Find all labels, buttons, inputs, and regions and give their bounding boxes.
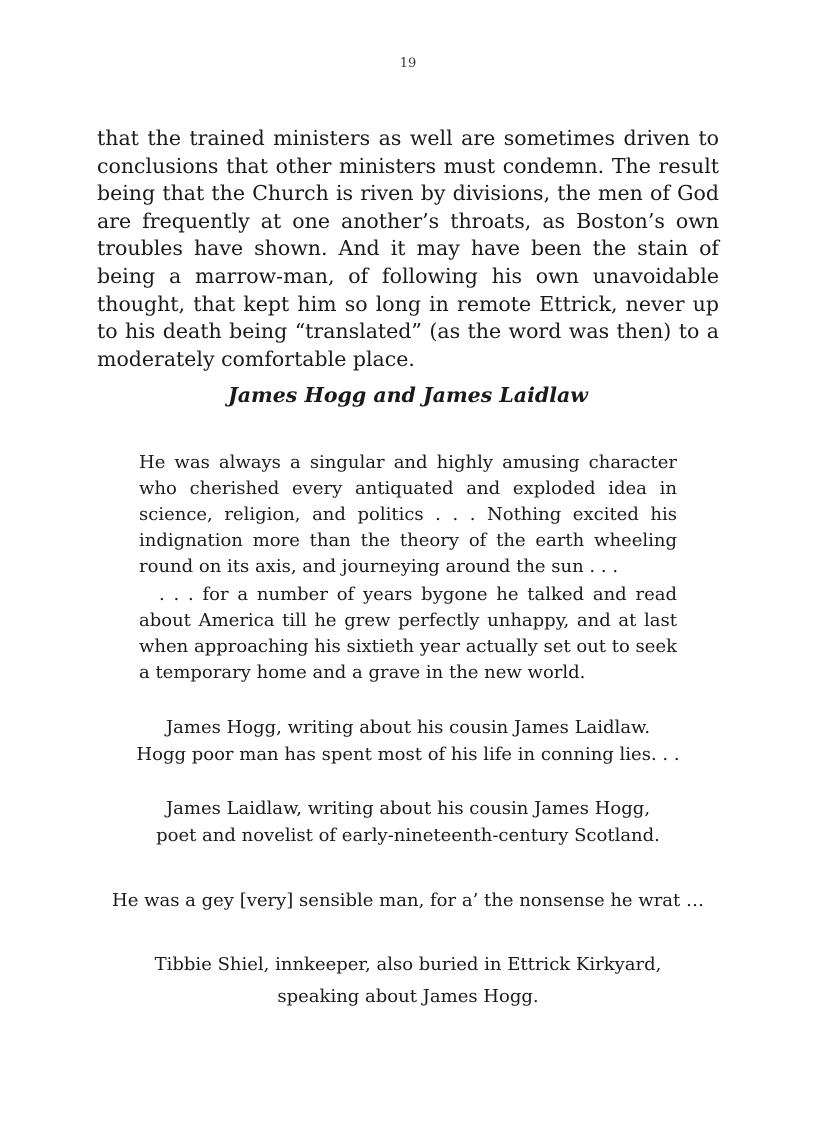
epigraph-quote-2: . . . for a number of years bygone he talked and read about America till he grew perfectly unhappy, and at last when approaching his sixtieth year actually set out to seek a temporary home and a grave in the new world. [139,584,677,683]
attribution-3-line-1: Tibbie Shiel, innkeeper, also buried in Ettrick Kirkyard, [154,954,662,975]
body-paragraph: that the trained ministers as well are sometimes driven to conclusions that other ministers must condemn. The result being that the Church is riven by divisions, the men of God are frequently at one another’s throats, as Boston’s own troubles have shown. And it may have been the stain of being a marrow-man, of following his own unavoidable thought, that kept him so long in remote Ettrick, never up to his death being “translated” (as the word was then) to a moderately comfortable place. [97,126,719,371]
epigraph-quote-1: He was always a singular and highly amusing character who cherished every antiquated and exploded idea in science, religion, and politics . . . Nothing excited his indignation more than the theory of the earth wheeling round on its axis, and journeying around the sun . . . [139,452,677,577]
section-heading: James Hogg and James Laidlaw [228,383,588,407]
attribution-2-line-2: poet and novelist of early-nineteenth-century Scotland. [156,825,660,846]
epigraph-quote-4: He was a gey [very] sensible man, for a’ the nonsense he wrat … [112,890,704,911]
attribution-1: James Hogg, writing about his cousin James Laidlaw. [165,717,651,738]
attribution-2-line-1: James Laidlaw, writing about his cousin James Hogg, [165,798,651,819]
page-number: 19 [399,56,417,71]
epigraph-quote-3: Hogg poor man has spent most of his life in conning lies. . . [136,744,680,765]
attribution-3-line-2: speaking about James Hogg. [277,986,539,1007]
